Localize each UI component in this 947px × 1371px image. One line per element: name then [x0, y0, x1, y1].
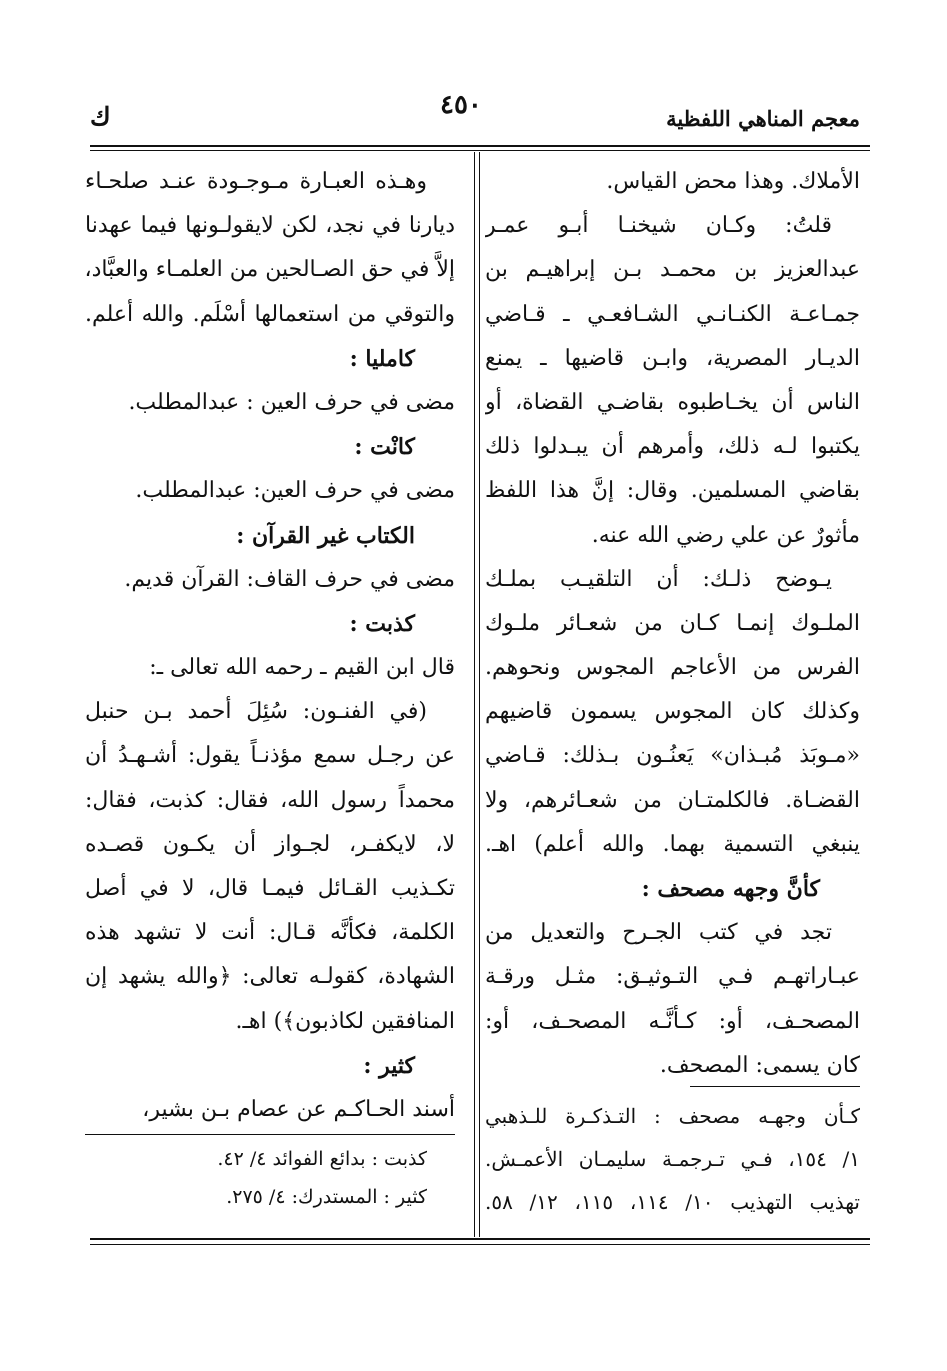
body-line: وهـذه العبـارة مـوجـودة عنـد صلحـاء [85, 169, 427, 194]
body-line: عبـاراتهـم فـي التـوثيـق: مثـل ورقـة [485, 964, 860, 990]
column-divider-thin [479, 152, 480, 1237]
body-line: ديارنا في نجد، لكن لايقولـونها فيما عهدنا [85, 213, 455, 239]
footer-rule-thin [90, 1244, 870, 1245]
body-line: ينبغي التسمية بهما. والله أعلم) اهـ. [485, 831, 860, 857]
body-line: «مـوبَذ مُبـذان» يَعنُـون بـذلك: قـاضي [485, 743, 860, 769]
left-footnotes [87, 1140, 427, 1216]
body-line: الكلمة، فكأنَّه قـال: أنت لا تشهد هذه [85, 920, 455, 946]
entry-heading: كانْت : [354, 434, 415, 461]
body-line: والتوقي من استعمالها أسْلَم. والله أعلم. [85, 301, 455, 327]
footnote-line: تهذيب التهذيب ١٠/ ١١٤، ١١٥، ١٢/ ٥٨. [485, 1190, 860, 1214]
body-line: عن رجـل سمع مؤذنـاً يقول: أشـهـدُ أن [85, 743, 455, 769]
body-line: يكتبوا لـه ذلك، وأمرهم أن يبـدلوا ذلك [485, 434, 860, 460]
page-header [90, 88, 870, 140]
body-line: المنافقين لكاذبون﴾) اهـ. [235, 1008, 455, 1034]
footnote-line: كذبت : بدائع الفوائد ٤/ ٤٢. [217, 1148, 427, 1170]
entry-heading: كثير : [363, 1052, 415, 1079]
page-number: ٤٥٠ [440, 90, 482, 120]
header-rule [90, 145, 870, 147]
footnote-rule [690, 1086, 860, 1087]
body-line: محمداً رسول الله، فقال: كذبت، فقال: [85, 787, 455, 813]
body-line: قال ابن القيم ـ رحمه الله تعالى ـ: [149, 655, 455, 681]
body-line: الناس أن يخـاطبوه بقاضـي القضاة، أو [485, 389, 860, 415]
body-line: لا، لايكفـر، لجـواز أن يكـون قصـده [85, 831, 455, 857]
footnote-line: كثير : المستدرك: ٤/ ٢٧٥. [226, 1186, 427, 1208]
entry-heading: الكتاب غير القرآن : [236, 522, 415, 549]
footnote-line: كـأن وجهـه مصحف : التـذكـرة للـذهبي [485, 1104, 860, 1128]
body-line: مضى في حرف العين : عبدالمطلب. [128, 389, 455, 415]
body-line: وكذلك كان المجوس يسمون قاضيهم [485, 699, 860, 725]
footer-rule [90, 1238, 870, 1240]
body-line: الأملاك. وهذا محض القياس. [606, 169, 860, 194]
column-divider [474, 152, 475, 1237]
body-line: الفرس من الأعاجم المجوس ونحوهم. [485, 655, 860, 681]
body-line: إلاَّ في حق الصـالحين من العلمـاء والعبَّاد، [85, 257, 455, 283]
body-line: القضـاة. فالكلمتـان من شعـائرهم، ولا [485, 787, 860, 813]
footnote-line: ١/ ١٥٤، فـي تـرجمـة سليمـان الأعمـش. [485, 1147, 860, 1171]
body-line: تكـذيب القـائل فيمـا قال، لا في أصل [85, 876, 455, 901]
right-footnotes [485, 1095, 860, 1224]
footnote-rule [85, 1134, 455, 1135]
header-rule-thin [90, 150, 870, 151]
entry-heading: كأنَّ وجهه مصحف : [641, 876, 820, 902]
body-line: الشهادة، كقولـه تعالى: ﴿والله يشهد إن [85, 964, 455, 990]
body-line: (في الفنـون: سُئِلَ أحمد بـن حنبل [85, 699, 427, 725]
book-title: معجم المناهي اللفظية [666, 106, 860, 131]
body-line: قلتُ: وكـان شيخنـا أبـو عمـر [485, 213, 832, 239]
letter-marker: ك [90, 102, 111, 131]
body-line: المصحـف، أو: كـأنَّـه المصحـف، أو: [485, 1008, 860, 1034]
body-line: أسند الحـاكـم عن عصام بـن بشير، [142, 1096, 455, 1122]
left-column [85, 160, 455, 1132]
body-line: الديـار المصرية، وابـن قاضيها ـ يمنع [485, 345, 860, 371]
body-line: بقاضي المسلمين. وقال: إنَّ هذا اللفظ [485, 478, 860, 504]
entry-heading: كذبت : [349, 610, 415, 637]
body-line: مضى في حرف القاف: القرآن قديم. [124, 566, 455, 592]
body-line: جمـاعـة الكنـانـي الشـافعـي ـ قـاضي [485, 301, 860, 327]
entry-heading: كامليا : [349, 345, 415, 372]
body-line: الملـوك إنمـا كـان من شعـائر ملـوك [485, 610, 860, 636]
body-line: مأثورٌ عن علي رضي الله عنه. [591, 522, 860, 548]
body-line: كان يسمى: المصحف. [659, 1052, 860, 1078]
body-line: تجد في كتب الجـرح والتعديل من [485, 920, 832, 946]
right-column [485, 160, 860, 1088]
body-line: عبدالعزيز بن محمـد بـن إبراهيـم بن [485, 257, 860, 283]
body-line: يـوضح ذلـك: أن التلقيـب بملـك [485, 566, 832, 592]
body-line: مضى في حرف العين: عبدالمطلب. [135, 478, 455, 504]
